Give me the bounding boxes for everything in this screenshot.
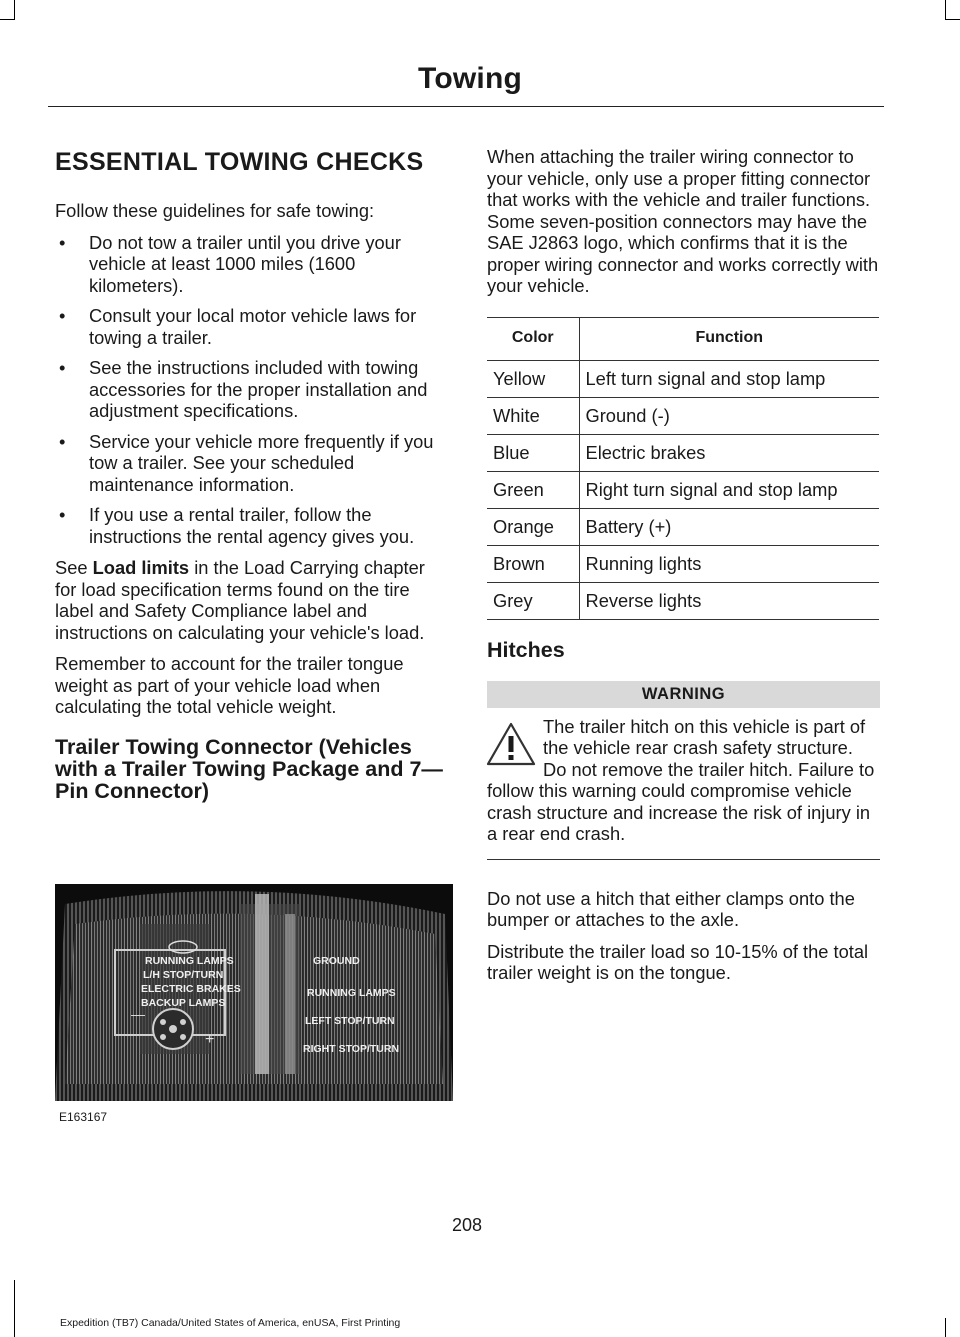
table-row: Blue Electric brakes xyxy=(487,434,879,471)
list-item: • Do not tow a trailer until you drive your vehicle at least 1000 miles (1600 kilometers). xyxy=(59,231,401,296)
left-column xyxy=(55,146,448,802)
hitch-paragraph-1: Do not use a hitch that either clamps onto the bumper or attaches to the axle. xyxy=(487,887,855,930)
connector-heading: Trailer Towing Connector (Vehicles with a Trailer Towing Package and 7—Pin Connector) xyxy=(55,734,443,803)
wiring-table xyxy=(487,317,879,620)
guidelines-list xyxy=(55,232,448,548)
table-row: White Ground (-) xyxy=(487,397,879,434)
label-electric-brakes: ELECTRIC BRAKES xyxy=(141,983,241,995)
warning-header: WARNING xyxy=(487,681,880,708)
svg-text:+: + xyxy=(205,1031,215,1048)
figure-caption: E163167 xyxy=(59,1110,108,1124)
connector-illustration xyxy=(55,884,453,1101)
bullet-icon: • xyxy=(59,504,66,525)
crop-mark xyxy=(14,0,15,20)
bullet-icon: • xyxy=(59,430,66,452)
list-item: • Service your vehicle more frequently if you tow a trailer. See your scheduled maintenance information. xyxy=(59,430,434,495)
table-row: Green Right turn signal and stop lamp xyxy=(487,471,879,508)
section-title: ESSENTIAL TOWING CHECKS xyxy=(55,148,424,176)
page-footer: Expedition (TB7) Canada/United States of America, enUSA, First Printing xyxy=(60,1317,401,1329)
bullet-icon: • xyxy=(59,231,66,253)
connector-intro: When attaching the trailer wiring connector to your vehicle, only use a proper fitting connector that works with the vehicle and trailer functions. Some seven-position connectors may have the SAE J2863 logo, which confirms that it is the proper wiring connector and works correctly with your vehicle. xyxy=(487,146,879,296)
crop-mark xyxy=(14,1280,15,1337)
load-limits-reference[interactable]: Load limits xyxy=(92,557,190,578)
table-row: Orange Battery (+) xyxy=(487,508,879,545)
hitches-heading: Hitches xyxy=(487,637,565,662)
label-ground: GROUND xyxy=(313,955,360,967)
warning-text: The trailer hitch on this vehicle is part of the vehicle rear crash safety structure. Do not remove the trailer hitch. Failure to follow this warning could compromise vehicle crash structure and increase the risk of injury in a rear end crash. xyxy=(487,715,875,844)
warning-box xyxy=(487,716,880,860)
table-header-row xyxy=(487,317,879,360)
label-left-stop-turn: LEFT STOP/TURN xyxy=(305,1015,395,1027)
column-header-function: Function xyxy=(579,317,879,360)
list-item: • See the instructions included with towing accessories for the proper installation and adjustment specifications. xyxy=(59,357,428,421)
page-number: 208 xyxy=(451,1215,483,1235)
list-item: • If you use a rental trailer, follow the instructions the rental agency gives you. xyxy=(59,504,415,547)
crop-mark xyxy=(945,19,960,20)
label-right-stop-turn: RIGHT STOP/TURN xyxy=(303,1043,400,1055)
crop-mark xyxy=(945,0,946,20)
page-title: Towing xyxy=(418,62,522,95)
hitch-paragraph-2: Distribute the trailer load so 10-15% of the total trailer weight is on the tongue. xyxy=(487,940,869,983)
column-header-color: Color xyxy=(487,317,579,360)
table-row: Brown Running lights xyxy=(487,545,879,582)
label-backup-lamps: BACKUP LAMPS xyxy=(141,997,226,1009)
warning-triangle-icon xyxy=(485,720,537,768)
intro-paragraph: Follow these guidelines for safe towing: xyxy=(55,200,375,221)
header-divider xyxy=(48,106,884,107)
crop-mark xyxy=(0,19,15,20)
label-running-lamps-right: RUNNING LAMPS xyxy=(307,987,396,999)
list-item: • Consult your local motor vehicle laws for towing a trailer. xyxy=(59,305,417,348)
connector-diagram xyxy=(55,884,453,1101)
svg-text:—: — xyxy=(131,1006,145,1022)
load-limits-paragraph: See Load limits in the Load Carrying chapter for load specification terms found on the tire label and Safety Compliance label and instructions on calculating your vehicle's load. xyxy=(55,557,425,643)
table-row: Yellow Left turn signal and stop lamp xyxy=(487,360,879,397)
label-running-lamps: RUNNING LAMPS xyxy=(145,955,234,967)
label-lh-stop-turn: L/H STOP/TURN xyxy=(143,969,224,981)
table-row: Grey Reverse lights xyxy=(487,582,879,619)
crop-mark xyxy=(945,1318,946,1337)
bullet-icon: • xyxy=(59,305,66,326)
tongue-weight-paragraph: Remember to account for the trailer tongue weight as part of your vehicle load when calculating the total vehicle weight. xyxy=(55,653,404,717)
bullet-icon: • xyxy=(59,357,66,378)
right-column xyxy=(487,146,880,994)
